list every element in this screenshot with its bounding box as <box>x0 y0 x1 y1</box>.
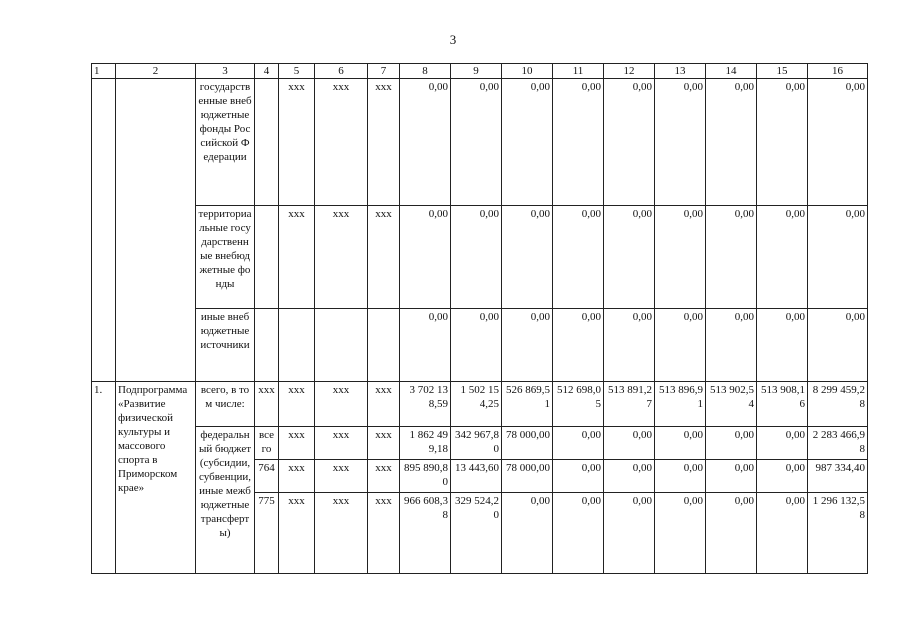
code-cell: ххх <box>255 382 279 427</box>
value-cell: 13 443,60 <box>451 460 502 493</box>
value-cell: 0,00 <box>604 206 655 309</box>
value-cell: 513 891,27 <box>604 382 655 427</box>
num-cell: 1. <box>92 382 116 574</box>
value-cell: 0,00 <box>451 79 502 206</box>
value-cell: 1 296 132,58 <box>808 493 868 574</box>
code-cell: ххх <box>315 460 368 493</box>
value-cell: 0,00 <box>400 309 451 382</box>
value-cell: 0,00 <box>400 79 451 206</box>
value-cell: 0,00 <box>655 309 706 382</box>
budget-table <box>91 63 868 574</box>
source-cell: государственные внебюджетные фонды Российской Федерации <box>196 79 255 206</box>
code-cell <box>255 206 279 309</box>
column-header: 3 <box>196 64 255 79</box>
value-cell: 0,00 <box>655 427 706 460</box>
value-cell: 0,00 <box>553 206 604 309</box>
column-header: 4 <box>255 64 279 79</box>
value-cell: 0,00 <box>808 79 868 206</box>
value-cell: 0,00 <box>502 493 553 574</box>
code-cell: ххх <box>368 206 400 309</box>
subprogram-name: Подпрограмма «Развитие физической культуры и массового спорта в Приморском крае» <box>116 382 196 574</box>
value-cell: 0,00 <box>553 309 604 382</box>
column-header: 1 <box>92 64 116 79</box>
column-header: 16 <box>808 64 868 79</box>
column-header: 11 <box>553 64 604 79</box>
value-cell: 513 902,54 <box>706 382 757 427</box>
header-row <box>92 64 868 79</box>
table-row <box>92 309 868 382</box>
column-header: 7 <box>368 64 400 79</box>
value-cell: 966 608,38 <box>400 493 451 574</box>
value-cell: 0,00 <box>808 309 868 382</box>
table-row <box>92 427 868 460</box>
code-cell: ххх <box>315 79 368 206</box>
value-cell: 0,00 <box>553 493 604 574</box>
column-header: 10 <box>502 64 553 79</box>
value-cell: 1 502 154,25 <box>451 382 502 427</box>
code-cell: всего <box>255 427 279 460</box>
value-cell: 0,00 <box>451 206 502 309</box>
value-cell: 0,00 <box>808 206 868 309</box>
value-cell: 0,00 <box>400 206 451 309</box>
value-cell: 1 862 499,18 <box>400 427 451 460</box>
code-cell: ххх <box>315 493 368 574</box>
code-cell <box>255 309 279 382</box>
code-cell: 764 <box>255 460 279 493</box>
value-cell: 0,00 <box>502 206 553 309</box>
code-cell: ххх <box>279 382 315 427</box>
code-cell: ххх <box>368 460 400 493</box>
source-cell: всего, в том числе: <box>196 382 255 427</box>
value-cell: 0,00 <box>604 309 655 382</box>
value-cell: 0,00 <box>502 309 553 382</box>
code-cell <box>368 309 400 382</box>
value-cell: 8 299 459,28 <box>808 382 868 427</box>
value-cell: 513 896,91 <box>655 382 706 427</box>
column-header: 13 <box>655 64 706 79</box>
code-cell: ххх <box>279 460 315 493</box>
code-cell: ххх <box>279 493 315 574</box>
code-cell: ххх <box>279 427 315 460</box>
code-cell: 775 <box>255 493 279 574</box>
value-cell: 0,00 <box>604 427 655 460</box>
value-cell: 987 334,40 <box>808 460 868 493</box>
value-cell: 0,00 <box>604 460 655 493</box>
value-cell: 3 702 138,59 <box>400 382 451 427</box>
value-cell: 0,00 <box>502 79 553 206</box>
column-header: 6 <box>315 64 368 79</box>
value-cell: 0,00 <box>706 79 757 206</box>
table-row <box>92 382 868 427</box>
table-row <box>92 79 868 206</box>
value-cell: 0,00 <box>553 427 604 460</box>
value-cell: 0,00 <box>706 493 757 574</box>
page-number: 3 <box>449 32 457 47</box>
code-cell <box>255 79 279 206</box>
table-row <box>92 206 868 309</box>
source-cell: федеральный бюджет (субсидии, субвенции, иные межбюджетные трансферты) <box>196 427 255 574</box>
value-cell: 513 908,16 <box>757 382 808 427</box>
num-cell <box>92 79 116 382</box>
value-cell: 78 000,00 <box>502 427 553 460</box>
value-cell: 0,00 <box>655 206 706 309</box>
value-cell: 78 000,00 <box>502 460 553 493</box>
value-cell: 329 524,20 <box>451 493 502 574</box>
value-cell: 0,00 <box>553 460 604 493</box>
code-cell <box>279 309 315 382</box>
value-cell: 0,00 <box>757 309 808 382</box>
value-cell: 0,00 <box>655 460 706 493</box>
value-cell: 0,00 <box>757 460 808 493</box>
column-header: 14 <box>706 64 757 79</box>
value-cell: 0,00 <box>451 309 502 382</box>
value-cell: 526 869,51 <box>502 382 553 427</box>
value-cell: 0,00 <box>655 493 706 574</box>
column-header: 12 <box>604 64 655 79</box>
code-cell: ххх <box>368 382 400 427</box>
column-header: 15 <box>757 64 808 79</box>
value-cell: 0,00 <box>757 79 808 206</box>
value-cell: 0,00 <box>553 79 604 206</box>
value-cell: 0,00 <box>604 79 655 206</box>
code-cell: ххх <box>315 206 368 309</box>
code-cell: ххх <box>279 206 315 309</box>
source-cell: территориальные государственные внебюджетные фонды <box>196 206 255 309</box>
code-cell: ххх <box>368 79 400 206</box>
value-cell: 512 698,05 <box>553 382 604 427</box>
value-cell: 0,00 <box>706 206 757 309</box>
code-cell: ххх <box>368 427 400 460</box>
column-header: 2 <box>116 64 196 79</box>
value-cell: 0,00 <box>706 460 757 493</box>
value-cell: 0,00 <box>655 79 706 206</box>
value-cell: 0,00 <box>757 427 808 460</box>
column-header: 8 <box>400 64 451 79</box>
code-cell: ххх <box>279 79 315 206</box>
column-header: 5 <box>279 64 315 79</box>
code-cell <box>315 309 368 382</box>
name-cell <box>116 79 196 382</box>
value-cell: 895 890,80 <box>400 460 451 493</box>
value-cell: 0,00 <box>706 427 757 460</box>
code-cell: ххх <box>315 382 368 427</box>
value-cell: 0,00 <box>604 493 655 574</box>
code-cell: ххх <box>368 493 400 574</box>
column-header: 9 <box>451 64 502 79</box>
source-cell: иные внебюджетные источники <box>196 309 255 382</box>
value-cell: 342 967,80 <box>451 427 502 460</box>
value-cell: 0,00 <box>757 493 808 574</box>
value-cell: 0,00 <box>757 206 808 309</box>
value-cell: 0,00 <box>706 309 757 382</box>
code-cell: ххх <box>315 427 368 460</box>
value-cell: 2 283 466,98 <box>808 427 868 460</box>
